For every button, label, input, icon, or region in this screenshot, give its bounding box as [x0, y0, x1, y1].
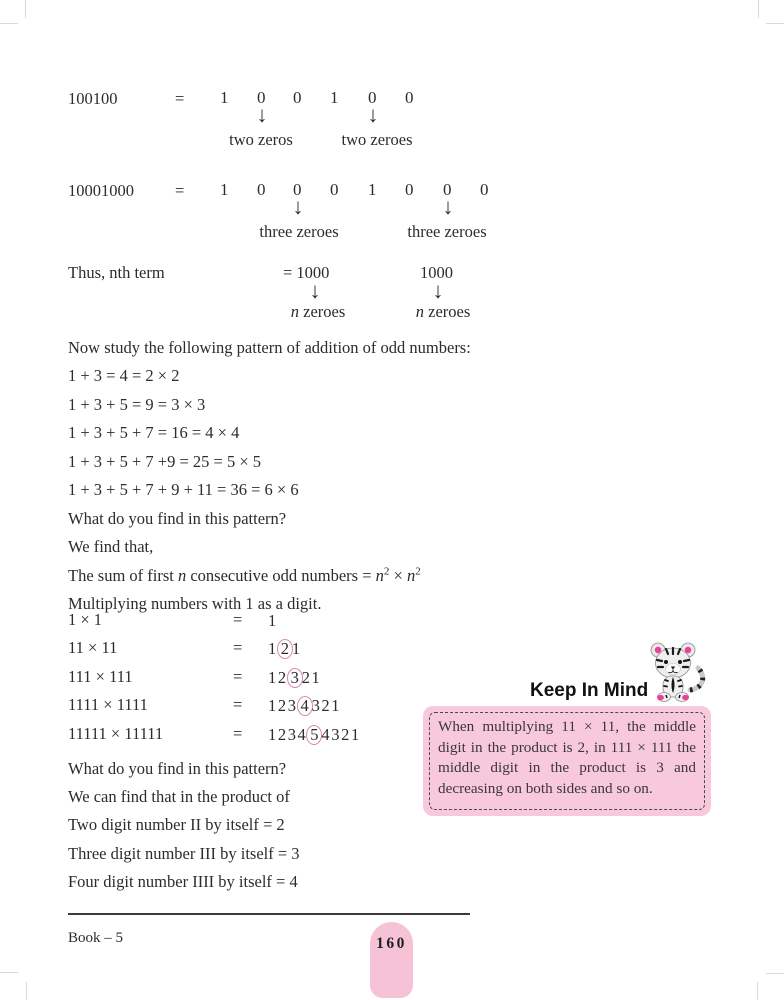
- equals-sign: =: [233, 724, 243, 743]
- n-zeroes-label: n zeroes: [415, 302, 471, 321]
- pattern1-digit: 0: [405, 88, 414, 107]
- equals-sign: =: [233, 610, 243, 629]
- down-arrow-icon: ↓: [309, 278, 321, 303]
- pattern2-digit: 0: [257, 180, 266, 199]
- mult-expression: 11 × 11: [68, 638, 118, 657]
- crop-mark: [757, 982, 758, 1000]
- pattern1-callout-label: two zeroes: [341, 130, 413, 149]
- n-zeroes-label: n zeroes: [290, 302, 346, 321]
- mult-product: 1: [268, 611, 278, 630]
- nth-term-value2: 1000: [420, 263, 453, 282]
- equals-sign: =: [233, 638, 243, 657]
- pattern2-digit: 1: [368, 180, 377, 199]
- pattern1-digit: 0: [368, 88, 377, 107]
- down-arrow-icon: ↓: [292, 194, 304, 219]
- pattern2-digit: 0: [443, 180, 452, 199]
- pattern1-callout-label: two zeros: [229, 130, 293, 149]
- crop-mark: [0, 23, 18, 24]
- pattern1-digit: 0: [257, 88, 266, 107]
- question-line: What do you find in this pattern?: [68, 759, 287, 778]
- mult-intro-line: Multiplying numbers with 1 as a digit.: [68, 594, 322, 613]
- pattern2-digit: 0: [293, 180, 302, 199]
- keep-in-mind-title: Keep In Mind: [530, 680, 649, 701]
- superscript-2: 2: [383, 565, 390, 578]
- pattern1-digit: 1: [220, 88, 229, 107]
- pattern1-digit: 0: [293, 88, 302, 107]
- circled-middle-digit: 3: [287, 668, 303, 688]
- variable-n: n: [375, 566, 384, 585]
- odd-pattern-line: 1 + 3 + 5 + 7 + 9 + 11 = 36 = 6 × 6: [68, 480, 299, 499]
- crop-mark: [25, 0, 26, 18]
- equals-sign: =: [233, 667, 243, 686]
- pattern1-digit: 1: [330, 88, 339, 107]
- odd-pattern-line: 1 + 3 + 5 + 7 = 16 = 4 × 4: [68, 423, 240, 442]
- mult-product: 1234 5 4321: [268, 725, 361, 744]
- circled-middle-digit: 4: [297, 696, 313, 716]
- mult-expression: 111 × 111: [68, 667, 133, 686]
- pattern2-digit: 0: [330, 180, 339, 199]
- pattern2-digit: 0: [405, 180, 414, 199]
- odd-pattern-line: 1 + 3 + 5 + 7 +9 = 25 = 5 × 5: [68, 452, 262, 471]
- nth-term-value1: = 1000: [283, 263, 330, 282]
- circled-middle-digit: 2: [277, 639, 293, 659]
- variable-n: n: [406, 566, 416, 585]
- pattern2-digit: 1: [220, 180, 229, 199]
- mult-expression: 11111 × 11111: [68, 724, 164, 743]
- down-arrow-icon: ↓: [442, 194, 454, 219]
- odd-pattern-line: 1 + 3 + 5 = 9 = 3 × 3: [68, 395, 206, 414]
- footer-rule: [68, 913, 470, 915]
- conclusion-line: Four digit number IIII by itself = 4: [68, 872, 298, 891]
- variable-n: n: [177, 566, 187, 585]
- intro-line: Now study the following pattern of addition of odd numbers:: [68, 338, 471, 357]
- pattern1-number: 100100: [68, 89, 118, 108]
- pattern2-callout-label: three zeroes: [259, 222, 339, 241]
- mult-product: 123 4 321: [268, 696, 342, 715]
- odd-pattern-line: 1 + 3 = 4 = 2 × 2: [68, 366, 180, 385]
- mult-product: 12 3 21: [268, 668, 322, 687]
- sum-formula-line: The sum of first n consecutive odd numbers = $n^2 \times n^2$: [68, 565, 421, 585]
- equals-sign: =: [175, 181, 185, 200]
- down-arrow-icon: ↓: [256, 102, 268, 127]
- footer-book-label: Book – 5: [68, 930, 124, 946]
- keep-in-mind-box: [423, 706, 711, 816]
- down-arrow-icon: ↓: [432, 278, 444, 303]
- equals-sign: =: [175, 89, 185, 108]
- keep-in-mind-text: When multiplying 11 × 11, the middle digit in the product is 2, in 111 × 111 the middle digit in the product is 3 and decreasing on both sides and so on.: [438, 718, 696, 797]
- equals-sign: =: [233, 695, 243, 714]
- down-arrow-icon: ↓: [367, 102, 379, 127]
- crop-mark: [766, 23, 784, 24]
- mult-product: 1 2 1: [268, 639, 302, 658]
- pattern2-callout-label: three zeroes: [407, 222, 487, 241]
- mult-expression: 1 × 1: [68, 610, 103, 629]
- nth-term-label: Thus, nth term: [68, 263, 165, 282]
- crop-mark: [766, 973, 784, 974]
- pattern2-digit: 0: [480, 180, 489, 199]
- crop-mark: [758, 0, 759, 18]
- tiger-mascot-icon: [644, 640, 708, 704]
- conclusion-line: Two digit number II by itself = 2: [68, 815, 285, 834]
- variable-n: n: [415, 302, 424, 321]
- page-number-tab: [370, 922, 413, 998]
- crop-mark: [26, 982, 27, 1000]
- we-find-line: We find that,: [68, 537, 154, 556]
- variable-n: n: [290, 302, 299, 321]
- mult-expression: 1111 × 1111: [68, 695, 148, 714]
- circled-middle-digit: 5: [306, 725, 322, 745]
- conclusion-line: Three digit number III by itself = 3: [68, 844, 300, 863]
- crop-mark: [0, 972, 18, 973]
- pattern2-number: 10001000: [68, 181, 134, 200]
- superscript-2: 2: [415, 565, 421, 578]
- page-number: 160: [376, 935, 407, 952]
- question-line: What do you find in this pattern?: [68, 509, 287, 528]
- conclusion-line: We can find that in the product of: [68, 787, 290, 806]
